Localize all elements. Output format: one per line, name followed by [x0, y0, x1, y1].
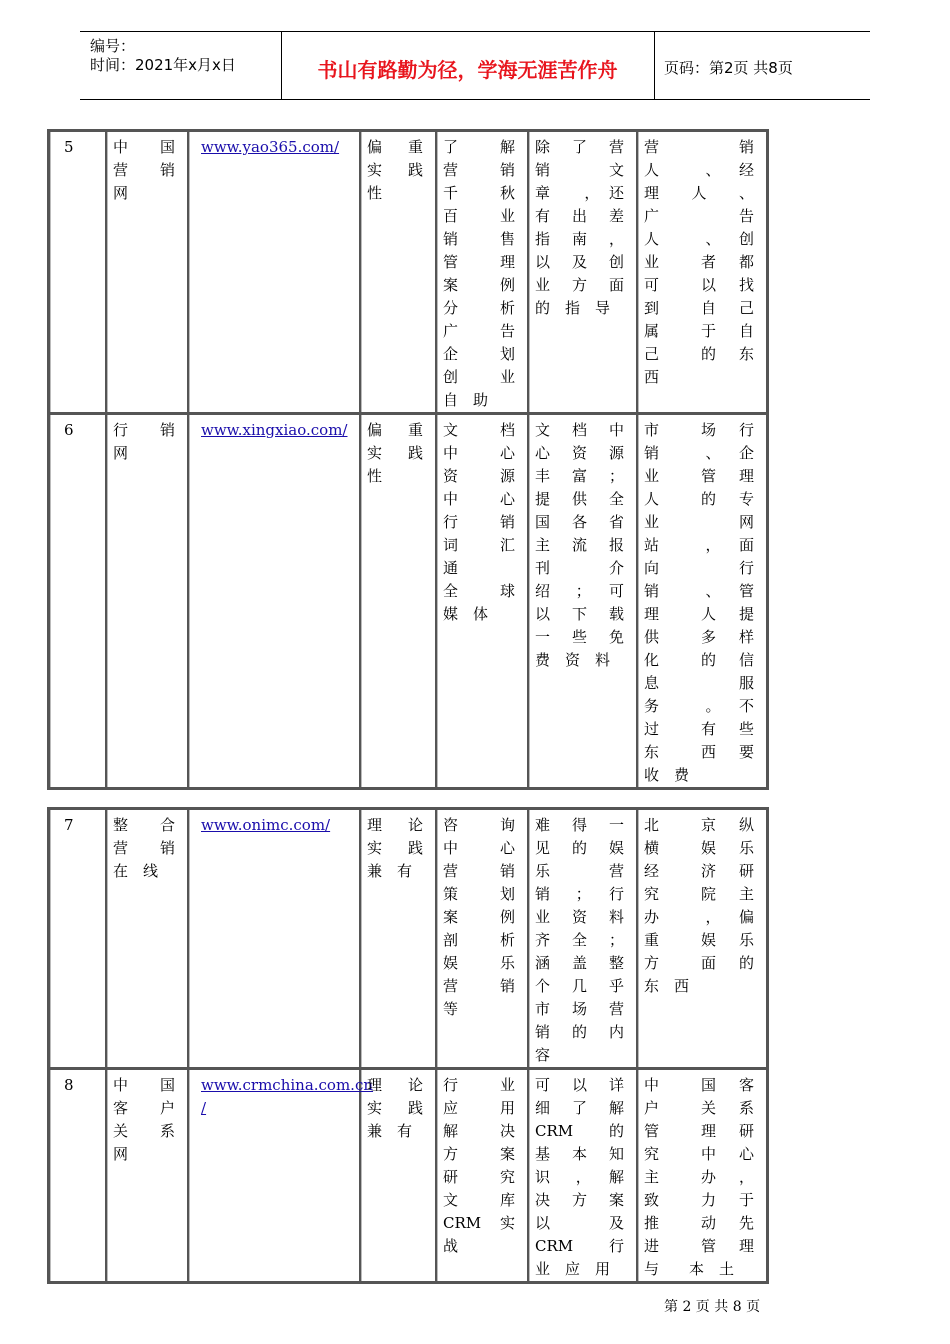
site-note-line: 站 ， 面	[644, 536, 754, 554]
site-note-line: 市 场 行	[644, 421, 754, 439]
site-note-line: 东 西 要	[644, 743, 754, 761]
site-type-cell	[360, 131, 436, 413]
site-name-cell	[106, 413, 188, 788]
site-note-line: 销 、 管	[644, 582, 754, 600]
site-note	[638, 1074, 766, 1281]
site-content-line: 营 销	[443, 977, 515, 995]
site-type-line: 实 践	[367, 444, 423, 462]
site-content-line: 分 析	[443, 299, 515, 317]
site-content-line: 管 理	[443, 253, 515, 271]
site-feature-line: 文 档 中	[535, 421, 624, 439]
site-content-line: 全 球	[443, 582, 515, 600]
site-feature-line: 业 方 面	[535, 276, 624, 294]
site-type-line: 偏 重	[367, 138, 423, 156]
page-footer: 第 2 页 共 8 页	[664, 1299, 761, 1315]
site-feature-line: 容	[535, 1046, 551, 1064]
site-type-line: 兼 有	[367, 1122, 413, 1140]
site-note-line: 营 销	[644, 138, 754, 156]
site-note-line: 经 济 研	[644, 862, 754, 880]
site-note-line: 管 理 研	[644, 1122, 754, 1140]
site-feature-line: 心 资 源	[535, 444, 624, 462]
site-feature-line: 主 流 报	[535, 536, 624, 554]
site-name-line: 关 系	[113, 1122, 175, 1140]
site-feature	[529, 1074, 636, 1281]
site-note-line: 横 娱 乐	[644, 839, 754, 857]
site-name-line: 营 销	[113, 839, 175, 857]
site-content-line: 广 告	[443, 322, 515, 340]
site-feature-line: 除 了 营	[535, 138, 624, 156]
site-content-line: 百 业	[443, 207, 515, 225]
site-feature-line: 刊 介	[535, 559, 624, 577]
site-note-line: 供 多 样	[644, 628, 754, 646]
site-content-line: 中 心	[443, 490, 515, 508]
site-feature-line: 章 ，还	[535, 184, 624, 202]
site-content-line: CRM 实	[443, 1214, 515, 1232]
site-feature-line: 以 及 创	[535, 253, 624, 271]
site-note-line: 中 国 客	[644, 1076, 754, 1094]
site-note-cell	[637, 413, 767, 788]
site-content-line: 策 划	[443, 885, 515, 903]
site-name-line: 网	[113, 444, 129, 462]
site-feature-line: 决 方 案	[535, 1191, 624, 1209]
site-type	[361, 814, 435, 883]
site-content-line: 案 例	[443, 276, 515, 294]
site-feature-line: 可 以 详	[535, 1076, 624, 1094]
document-number-label: 编号：	[90, 37, 136, 55]
site-content	[437, 136, 527, 412]
site-type-cell	[360, 1068, 436, 1282]
site-content-line: 研 究	[443, 1168, 515, 1186]
site-name-line: 网	[113, 1145, 129, 1163]
site-note-line: 理 人 提	[644, 605, 754, 623]
site-note-line: 东 西	[644, 977, 690, 995]
site-url-link-cell	[188, 413, 360, 788]
site-feature-line: CRM 的	[535, 1122, 624, 1140]
site-content	[437, 419, 527, 626]
site-name-line: 在 线	[113, 862, 159, 880]
site-name-line: 中 国	[113, 138, 175, 156]
site-content-line: 企 划	[443, 345, 515, 363]
site-note-line: 北 京 纵	[644, 816, 754, 834]
site-name-line: 整 合	[113, 816, 175, 834]
site-note-line: 属 于 自	[644, 322, 754, 340]
site-feature-line: 提 供 全	[535, 490, 624, 508]
site-url-link-cell	[188, 1068, 374, 1282]
site-url-link-line: /	[201, 1099, 207, 1117]
site-note-line: 己 的 东	[644, 345, 754, 363]
site-note	[638, 814, 766, 998]
site-content-line: 解 决	[443, 1122, 515, 1140]
site-content-cell	[436, 413, 528, 788]
row-number-cell: 6	[49, 413, 106, 788]
site-content-line: 应 用	[443, 1099, 515, 1117]
site-url-link-cell	[188, 809, 360, 1068]
site-content-line: 案 例	[443, 908, 515, 926]
site-feature-line: 以 及	[535, 1214, 624, 1232]
site-feature	[529, 136, 636, 320]
site-content-line: 通	[443, 559, 459, 577]
table-row	[49, 809, 767, 1068]
site-content-line: 资 源	[443, 467, 515, 485]
site-feature-line: 细 了 解	[535, 1099, 624, 1117]
site-feature-line: 费 资 料	[535, 651, 611, 669]
site-content-line: 营 销	[443, 161, 515, 179]
website-table-1	[47, 129, 769, 790]
site-type-line: 实 践	[367, 1099, 423, 1117]
header-rule-bottom	[80, 99, 870, 100]
site-content-line: 中 心	[443, 444, 515, 462]
site-note-line: 业 者 都	[644, 253, 754, 271]
site-feature-line: 个 几 乎	[535, 977, 624, 995]
site-feature	[529, 419, 636, 672]
site-note-cell	[637, 809, 767, 1068]
site-type-line: 性	[367, 467, 383, 485]
site-content-line: 创 业	[443, 368, 515, 386]
site-note-line: 西	[644, 368, 660, 386]
site-name	[107, 1074, 187, 1166]
website-table-2	[47, 807, 769, 1284]
site-content-line: 方 案	[443, 1145, 515, 1163]
site-note-line: 到 自 己	[644, 299, 754, 317]
header-rule-top	[80, 31, 870, 32]
site-feature-line: CRM 行	[535, 1237, 624, 1255]
site-content-line: 剖 析	[443, 931, 515, 949]
row-number-cell: 7	[49, 809, 106, 1068]
site-content-line: 了 解	[443, 138, 515, 156]
site-feature-cell	[528, 1068, 637, 1282]
site-url-link-cell	[188, 131, 360, 413]
site-content-line: 行 销	[443, 513, 515, 531]
site-feature-line: 见 的 娱	[535, 839, 624, 857]
site-feature-line: 销 文	[535, 161, 624, 179]
site-content-cell	[436, 1068, 528, 1282]
site-note-line: 可 以 找	[644, 276, 754, 294]
site-note-line: 进 管 理	[644, 1237, 754, 1255]
site-note-line: 人 、 创	[644, 230, 754, 248]
site-note-line: 业 管 理	[644, 467, 754, 485]
site-feature-line: 基 本 知	[535, 1145, 624, 1163]
site-feature-line: 以 下 载	[535, 605, 624, 623]
site-note-cell	[637, 131, 767, 413]
table-2-body	[49, 809, 767, 1282]
site-type-cell	[360, 809, 436, 1068]
row-number-cell: 5	[49, 131, 106, 413]
site-feature-line: 识 ， 解	[535, 1168, 624, 1186]
site-feature-line: 业 应 用	[535, 1260, 611, 1278]
site-content-cell	[436, 809, 528, 1068]
site-note-line: 化 的 信	[644, 651, 754, 669]
site-type-line: 理 论	[367, 816, 423, 834]
site-type	[361, 136, 435, 205]
site-content-line: 自 助	[443, 391, 489, 409]
site-note-line: 重 娱 乐	[644, 931, 754, 949]
site-feature-cell	[528, 413, 637, 788]
site-feature-line: 市 场 营	[535, 1000, 624, 1018]
site-url-link[interactable]	[189, 419, 359, 442]
site-name-cell	[106, 809, 188, 1068]
site-feature-line: 国 各 省	[535, 513, 624, 531]
site-url-link-line: www.xingxiao.com/	[201, 421, 348, 439]
site-url-link[interactable]	[189, 1074, 374, 1120]
site-note-line: 推 动 先	[644, 1214, 754, 1232]
site-note-line: 人 、 经	[644, 161, 754, 179]
site-type-line: 理 论	[367, 1076, 423, 1094]
site-feature-line: 齐 全 ；	[535, 931, 624, 949]
site-type-line: 实 践	[367, 161, 423, 179]
site-content-line: 营 销	[443, 862, 515, 880]
site-feature-line: 的 指 导	[535, 299, 611, 317]
site-content-line: 战	[443, 1237, 459, 1255]
site-content-line: 词 汇	[443, 536, 515, 554]
site-note-line: 人 的 专	[644, 490, 754, 508]
site-feature-line: 难 得 一	[535, 816, 624, 834]
site-url-link-line: www.onimc.com/	[201, 816, 331, 834]
site-note-line: 过 有 些	[644, 720, 754, 738]
site-name-line: 网	[113, 184, 129, 202]
site-name-line: 行 销	[113, 421, 175, 439]
table-1-body	[49, 131, 767, 788]
site-name-cell	[106, 131, 188, 413]
site-content-line: 中 心	[443, 839, 515, 857]
site-name-line: 中 国	[113, 1076, 175, 1094]
site-note-line: 户 关 系	[644, 1099, 754, 1117]
site-type	[361, 419, 435, 488]
site-note-line: 理 人 、	[644, 184, 754, 202]
site-name-cell	[106, 1068, 188, 1282]
site-note-line: 业 网	[644, 513, 754, 531]
table-row	[49, 413, 767, 788]
site-note-line: 致 力 于	[644, 1191, 754, 1209]
site-url-link-line: www.crmchina.com.cn	[201, 1076, 374, 1094]
site-feature-line: 丰 富 ；	[535, 467, 624, 485]
site-url-link-line: www.yao365.com/	[201, 138, 340, 156]
table-row	[49, 1068, 767, 1282]
site-content-line: 媒 体	[443, 605, 489, 623]
site-name-line: 营 销	[113, 161, 175, 179]
site-feature-line: 乐 营	[535, 862, 624, 880]
site-note-line: 向 行	[644, 559, 754, 577]
site-content	[437, 814, 527, 1021]
site-name	[107, 419, 187, 465]
site-note-line: 息 服	[644, 674, 754, 692]
site-feature	[529, 814, 636, 1067]
site-note-cell	[637, 1068, 767, 1282]
site-content-line: 文 档	[443, 421, 515, 439]
site-feature-line: 一 些 免	[535, 628, 624, 646]
site-content-line: 咨 询	[443, 816, 515, 834]
site-feature-cell	[528, 809, 637, 1068]
site-content-line: 娱 乐	[443, 954, 515, 972]
site-note-line: 与 本 土	[644, 1260, 735, 1278]
site-url-link[interactable]	[189, 814, 359, 837]
site-type-line: 实 践	[367, 839, 423, 857]
site-content-line: 销 售	[443, 230, 515, 248]
site-content	[437, 1074, 527, 1258]
site-note-line: 务 。 不	[644, 697, 754, 715]
header-divider-right	[654, 31, 655, 99]
header-motto: 书山有路勤为径，学海无涯苦作舟	[317, 58, 618, 82]
site-feature-cell	[528, 131, 637, 413]
site-name	[107, 136, 187, 205]
table-row	[49, 131, 767, 413]
header-page-indicator: 页码：第2页 共8页	[664, 59, 793, 77]
site-note-line: 究 中 心	[644, 1145, 754, 1163]
site-type-line: 兼 有	[367, 862, 413, 880]
site-content-line: 行 业	[443, 1076, 515, 1094]
site-url-link[interactable]	[189, 136, 359, 159]
site-note	[638, 419, 766, 787]
site-type-line: 偏 重	[367, 421, 423, 439]
site-content-line: 千 秋	[443, 184, 515, 202]
row-number-cell: 8	[49, 1068, 106, 1282]
site-feature-line: 销 的 内	[535, 1023, 624, 1041]
site-feature-line: 绍 ； 可	[535, 582, 624, 600]
site-note-line: 究 院 主	[644, 885, 754, 903]
site-content-cell	[436, 131, 528, 413]
site-note	[638, 136, 766, 389]
site-feature-line: 有 出 差	[535, 207, 624, 225]
site-type-cell	[360, 413, 436, 788]
site-note-line: 收 费	[644, 766, 690, 784]
site-content-line: 等	[443, 1000, 459, 1018]
site-feature-line: 涵 盖 整	[535, 954, 624, 972]
site-note-line: 主 办 ，	[644, 1168, 754, 1186]
site-feature-line: 指 南 ，	[535, 230, 624, 248]
document-time-label: 时间：2021年x月x日	[90, 56, 236, 74]
site-content-line: 文 库	[443, 1191, 515, 1209]
site-note-line: 办 ， 偏	[644, 908, 754, 926]
site-type	[361, 1074, 435, 1143]
site-note-line: 销 、 企	[644, 444, 754, 462]
site-name-line: 客 户	[113, 1099, 175, 1117]
site-feature-line: 销 ； 行	[535, 885, 624, 903]
site-name	[107, 814, 187, 883]
site-note-line: 广 告	[644, 207, 754, 225]
site-type-line: 性	[367, 184, 383, 202]
site-note-line: 方 面 的	[644, 954, 754, 972]
site-feature-line: 业 资 料	[535, 908, 624, 926]
